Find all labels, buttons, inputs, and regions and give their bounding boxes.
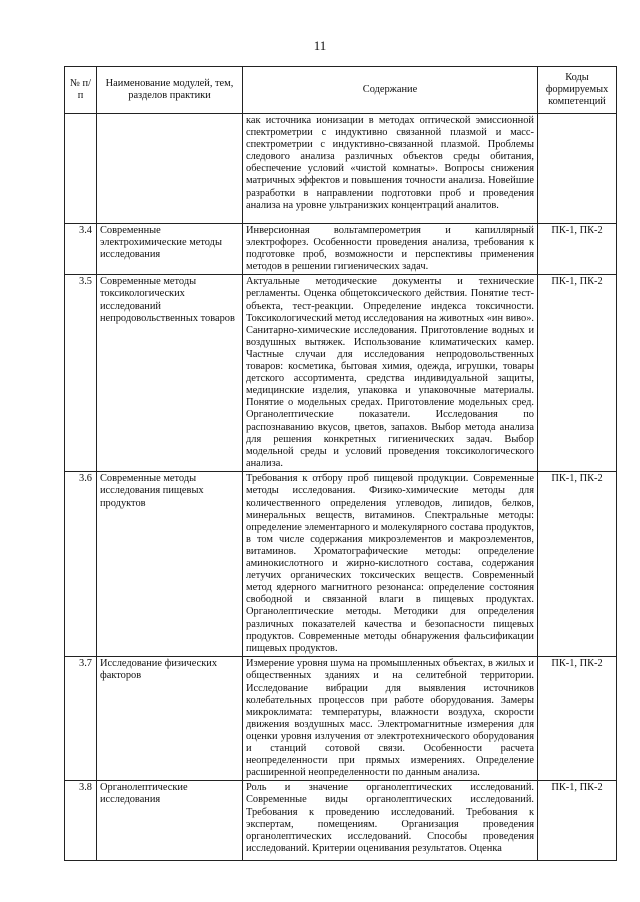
row-content: Роль и значение органолептических исследований. Современные виды органолептических исследований. Требования к проведению исследований. Требования к экспертам, помещениям. Организация проведения органолептических исследований. Способы проведения исследований. Критерии оценивания результатов. Оценка	[243, 781, 538, 861]
table-row	[65, 472, 617, 657]
row-codes: ПК-1, ПК-2	[538, 472, 617, 657]
row-content: Измерение уровня шума на промышленных объектах, в жилых и общественных зданиях и на селитебной территории. Исследование вибрации для выявления источников колебательных процессов при работе оборудования. Замеры микроклимата: температуры, влажности воздуха, скорости движения воздушных масс. Электромагнитные измерения для оценки уровня излучения от электротехнического оборудования и станций сотовой связи. Особенности расчета неопределенности при прямых измерениях. Определение расширенной неопределенности по данным анализа.	[243, 657, 538, 781]
row-name: Современные методы исследования пищевых продуктов	[97, 472, 243, 657]
row-num	[65, 114, 97, 224]
row-num: 3.5	[65, 275, 97, 472]
row-num: 3.8	[65, 781, 97, 861]
table-row	[65, 781, 617, 861]
header-num: № п/п	[65, 67, 97, 114]
table-row	[65, 114, 617, 224]
row-content: как источника ионизации в методах оптической эмиссионной спектрометрии с индуктивно связанной плазмой и масс-спектрометрии с индуктивно-связанной плазмой. Проблемы следового анализа различных объектов среды обитания, обеспечение условий «чистой комнаты». Вопросы снижения матричных эффектов и повышения точности анализа. Новейшие разработки в направлении подготовки проб и проведения анализа на уровне ультранизких концентраций аналитов.	[243, 114, 538, 224]
row-num: 3.4	[65, 224, 97, 275]
row-name: Современные методы токсикологических исследований непродовольственных товаров	[97, 275, 243, 472]
table-row	[65, 224, 617, 275]
row-content: Инверсионная вольтамперометрия и капиллярный электрофорез. Особенности проведения анализа, требования к подготовке проб, возможности и перспективы применения методов в решении гигиенических задач.	[243, 224, 538, 275]
row-codes: ПК-1, ПК-2	[538, 275, 617, 472]
row-codes: ПК-1, ПК-2	[538, 781, 617, 861]
page-number: 11	[313, 38, 327, 53]
row-name: Современные электрохимические методы исследования	[97, 224, 243, 275]
row-codes: ПК-1, ПК-2	[538, 657, 617, 781]
row-codes	[538, 114, 617, 224]
row-name: Исследование физических факторов	[97, 657, 243, 781]
header-codes: Коды формируемых компетенций	[538, 67, 617, 114]
row-content: Актуальные методические документы и технические регламенты. Оценка общетоксического действия. Понятие тест-объекта, тест-реакции. Определение индекса токсичности. Токсикологический метод исследования на животных «ин виво». Санитарно-химические исследования. Приготовление водных и воздушных вытяжек. Использование климатических камер. Частные случаи для исследования непродовольственных товаров: косметика, бытовая химия, одежда, игрушки, товары детского ассортимента, средства индивидуальной защиты, медицинские изделия, упаковка и упаковочные материалы. Понятие о модельных средах. Приготовление модельных сред. Органолептические показатели. Исследования по распознаванию вкусов, цветов, запахов. Выбор метода анализа для решения конкретных гигиенических задач. Выбор модельной среды и условий проведения токсикологического анализа.	[243, 275, 538, 472]
header-name: Наименование модулей, тем, разделов практики	[97, 67, 243, 114]
header-content: Содержание	[243, 67, 538, 114]
row-num: 3.7	[65, 657, 97, 781]
row-name: Органолептические исследования	[97, 781, 243, 861]
table-row	[65, 657, 617, 781]
row-content: Требования к отбору проб пищевой продукции. Современные методы исследования. Физико-химические методы для количественного определения углеводов, липидов, белков, минеральных веществ, витаминов. Спектральные методы: определение элементарного и молекулярного состава продуктов, в том числе содержания микроэлементов и макроэлементов, витаминов. Хроматографические методы: определение аминокислотного и жирно-кислотного состава, содержания летучих органических токсических веществ. Современный метод ядерного магнитного резонанса: определение состояния свободной и связанной влаги в пищевых продуктах. Органолептические методы. Методики для определения различных показателей качества и безопасности пищевых продуктов. Современные методы обнаружения фальсификации пищевых продуктов.	[243, 472, 538, 657]
row-codes: ПК-1, ПК-2	[538, 224, 617, 275]
syllabus-table	[64, 66, 617, 861]
row-name	[97, 114, 243, 224]
table-header-row	[65, 67, 617, 114]
row-num: 3.6	[65, 472, 97, 657]
table-row	[65, 275, 617, 472]
